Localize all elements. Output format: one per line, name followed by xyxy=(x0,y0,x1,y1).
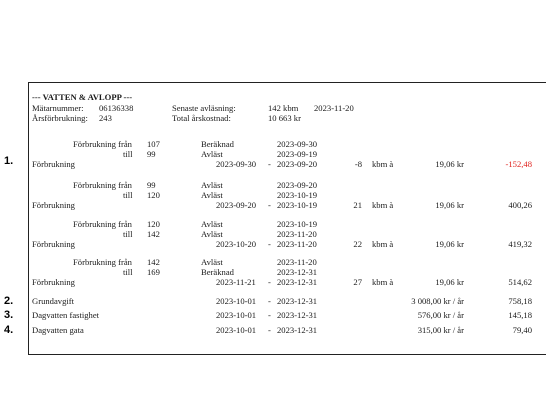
period-end: 2023-12-31 xyxy=(277,325,318,335)
period-start: 2023-10-01 xyxy=(216,296,257,306)
unit: kbm à xyxy=(372,200,394,210)
last-reading-value: 142 kbm xyxy=(268,103,299,113)
line-amount: 79,40 xyxy=(512,325,532,335)
from-reading-type: Avläst xyxy=(201,219,223,229)
consumption-block xyxy=(0,180,560,212)
unit-price: 19,06 kr xyxy=(435,239,464,249)
to-reading-type: Avläst xyxy=(201,190,223,200)
item-marker: 3. xyxy=(4,309,14,321)
quantity: 27 xyxy=(353,277,362,287)
period-start: 2023-09-30 xyxy=(216,159,257,169)
last-reading-date: 2023-11-20 xyxy=(314,103,354,113)
from-reading-date: 2023-10-19 xyxy=(277,219,318,229)
fee-rate: 576,00 kr / år xyxy=(417,310,464,320)
quantity: 21 xyxy=(353,200,362,210)
fee-label: Dagvatten fastighet xyxy=(32,310,100,320)
consumption-row-label: Förbrukning xyxy=(32,239,75,249)
to-reading-date: 2023-10-19 xyxy=(277,190,318,200)
item-marker: 2. xyxy=(4,295,14,307)
from-reading-type: Beräknad xyxy=(201,139,234,149)
to-label: till xyxy=(123,229,133,239)
to-reading-date: 2023-11-20 xyxy=(277,229,317,239)
period-end: 2023-12-31 xyxy=(277,296,318,306)
period-end: 2023-09-20 xyxy=(277,159,318,169)
fee-row xyxy=(0,310,560,322)
unit: kbm à xyxy=(372,159,394,169)
period-start: 2023-10-01 xyxy=(216,310,257,320)
from-reading-type: Avläst xyxy=(201,257,223,267)
period-dash: - xyxy=(268,200,271,210)
unit-price: 19,06 kr xyxy=(435,200,464,210)
from-reading: 120 xyxy=(147,219,160,229)
annual-consumption-value: 243 xyxy=(99,113,112,123)
line-amount: 419,32 xyxy=(508,239,532,249)
from-reading-date: 2023-09-20 xyxy=(277,180,318,190)
from-reading-date: 2023-11-20 xyxy=(277,257,317,267)
period-dash: - xyxy=(268,159,271,169)
period-dash: - xyxy=(268,325,271,335)
line-amount: 758,18 xyxy=(508,296,532,306)
fee-label: Dagvatten gata xyxy=(32,325,84,335)
period-dash: - xyxy=(268,310,271,320)
from-reading: 107 xyxy=(147,139,160,149)
line-amount: -152,48 xyxy=(505,159,532,169)
fee-rate: 3 008,00 kr / år xyxy=(411,296,464,306)
unit-price: 19,06 kr xyxy=(435,277,464,287)
fee-rate: 315,00 kr / år xyxy=(417,325,464,335)
to-reading: 99 xyxy=(147,149,156,159)
to-reading: 120 xyxy=(147,190,160,200)
from-label: Förbrukning från xyxy=(73,139,132,149)
consumption-row-label: Förbrukning xyxy=(32,159,75,169)
period-start: 2023-09-20 xyxy=(216,200,257,210)
consumption-block xyxy=(0,219,560,251)
period-end: 2023-12-31 xyxy=(277,277,318,287)
period-dash: - xyxy=(268,239,271,249)
fee-row xyxy=(0,325,560,337)
to-reading: 142 xyxy=(147,229,160,239)
item-marker: 1. xyxy=(4,155,14,167)
line-amount: 145,18 xyxy=(508,310,532,320)
from-label: Förbrukning från xyxy=(73,219,132,229)
to-label: till xyxy=(123,267,133,277)
to-reading-type: Avläst xyxy=(201,149,223,159)
bottom-rule xyxy=(28,354,546,355)
consumption-row-label: Förbrukning xyxy=(32,200,75,210)
meter-number-label: Mätarnummer: xyxy=(32,103,84,113)
period-dash: - xyxy=(268,277,271,287)
fee-row xyxy=(0,296,560,308)
period-end: 2023-10-19 xyxy=(277,200,318,210)
to-reading: 169 xyxy=(147,267,160,277)
period-start: 2023-10-01 xyxy=(216,325,257,335)
total-annual-cost-label: Total årskostnad: xyxy=(172,113,231,123)
from-reading-type: Avläst xyxy=(201,180,223,190)
item-marker: 4. xyxy=(4,324,14,336)
to-reading-type: Avläst xyxy=(201,229,223,239)
last-reading-label: Senaste avläsning: xyxy=(172,103,236,113)
annual-consumption-label: Årsförbrukning: xyxy=(32,113,88,123)
unit-price: 19,06 kr xyxy=(435,159,464,169)
period-end: 2023-11-20 xyxy=(277,239,317,249)
to-label: till xyxy=(123,149,133,159)
from-reading: 142 xyxy=(147,257,160,267)
consumption-block xyxy=(0,139,560,171)
quantity: -8 xyxy=(354,159,362,169)
from-label: Förbrukning från xyxy=(73,180,132,190)
from-label: Förbrukning från xyxy=(73,257,132,267)
line-amount: 400,26 xyxy=(508,200,532,210)
period-start: 2023-11-21 xyxy=(216,277,256,287)
period-start: 2023-10-20 xyxy=(216,239,257,249)
consumption-block xyxy=(0,257,560,289)
consumption-row-label: Förbrukning xyxy=(32,277,75,287)
total-annual-cost-value: 10 663 kr xyxy=(268,113,301,123)
fee-label: Grundavgift xyxy=(32,296,75,306)
to-reading-type: Beräknad xyxy=(201,267,234,277)
from-reading: 99 xyxy=(147,180,156,190)
unit: kbm à xyxy=(372,277,394,287)
quantity: 22 xyxy=(353,239,362,249)
to-reading-date: 2023-09-19 xyxy=(277,149,318,159)
unit: kbm à xyxy=(372,239,394,249)
from-reading-date: 2023-09-30 xyxy=(277,139,318,149)
to-reading-date: 2023-12-31 xyxy=(277,267,318,277)
period-end: 2023-12-31 xyxy=(277,310,318,320)
line-amount: 514,62 xyxy=(508,277,532,287)
meter-number-value: 06136338 xyxy=(99,103,134,113)
top-rule xyxy=(28,82,546,83)
to-label: till xyxy=(123,190,133,200)
period-dash: - xyxy=(268,296,271,306)
section-title: --- VATTEN & AVLOPP --- xyxy=(32,92,133,102)
